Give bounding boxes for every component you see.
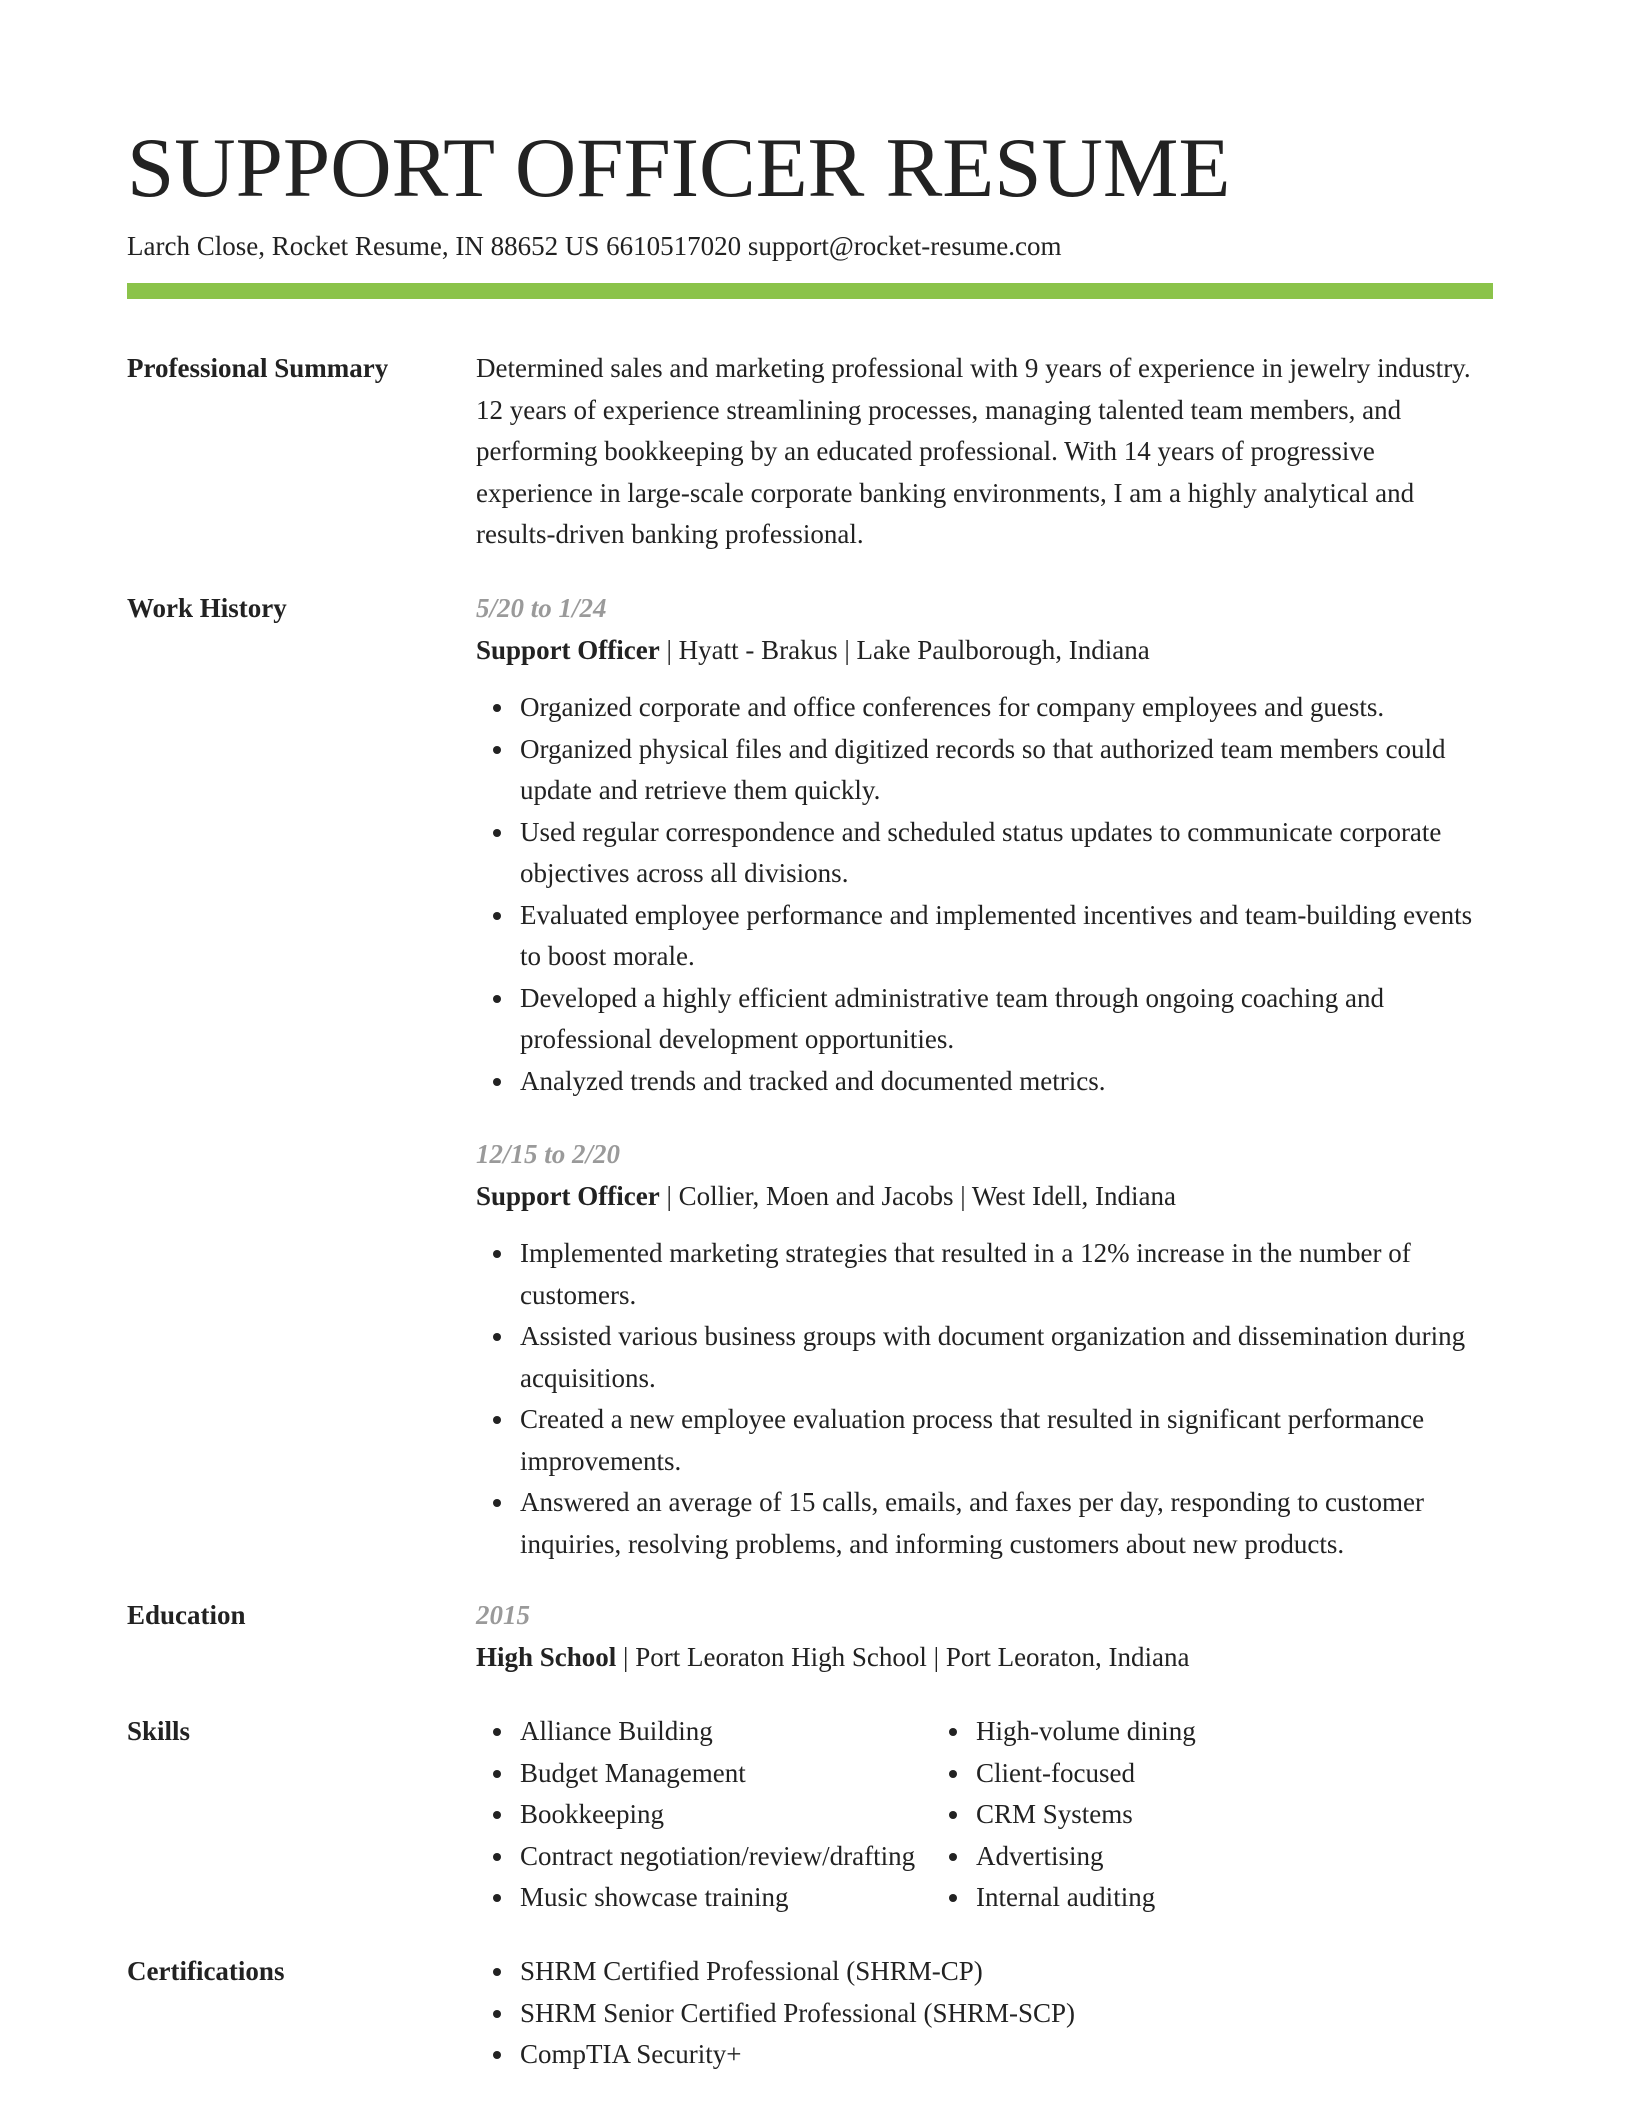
list-item: Music showcase training [520,1877,932,1919]
resume-title: SUPPORT OFFICER RESUME [127,121,1231,215]
education-degree: High School [476,1641,617,1672]
job-duties-list [476,1233,1493,1565]
education-school-location: | Port Leoraton High School | Port Leoraton, Indiana [616,1641,1190,1672]
job-entry [476,1134,1493,1565]
skills-column-right [932,1711,1432,1919]
list-item: Used regular correspondence and scheduled status updates to communicate corporate objectives across all divisions. [520,812,1493,895]
list-item: Analyzed trends and tracked and documented metrics. [520,1061,1493,1103]
list-item: SHRM Senior Certified Professional (SHRM-SCP) [520,1993,1493,2035]
education-heading: Education [127,1600,246,1630]
job-role: Support Officer [476,634,660,665]
list-item: SHRM Certified Professional (SHRM-CP) [520,1951,1493,1993]
list-item: Developed a highly efficient administrative team through ongoing coaching and professional development opportunities. [520,978,1493,1061]
education-year: 2015 [476,1600,530,1630]
summary-body [476,348,1493,556]
certifications-heading: Certifications [127,1956,285,1986]
list-item: Evaluated employee performance and implemented incentives and team-building events to boost morale. [520,895,1493,978]
work-history-body [476,588,1493,1565]
job-title-line [476,630,1493,672]
job-entry [476,588,1493,1102]
skills-heading: Skills [127,1716,191,1746]
list-item: Internal auditing [976,1877,1432,1919]
header-divider [127,283,1493,299]
skills-body [476,1711,1493,1919]
work-history-heading: Work History [127,593,287,623]
education-line [476,1637,1493,1679]
job-employer-location: | Hyatt - Brakus | Lake Paulborough, Indiana [659,634,1150,665]
skills-list [932,1711,1432,1919]
list-item: Organized corporate and office conferences for company employees and guests. [520,687,1493,729]
list-item: Client-focused [976,1753,1432,1795]
list-item: High-volume dining [976,1711,1432,1753]
skills-column-left [476,1711,932,1919]
job-dates: 5/20 to 1/24 [476,593,607,623]
certifications-body [476,1951,1493,2076]
education-body [476,1595,1493,1678]
job-dates: 12/15 to 2/20 [476,1139,621,1169]
job-employer-location: | Collier, Moen and Jacobs | West Idell, Indiana [659,1180,1176,1211]
certifications-list [476,1951,1493,2076]
list-item: Organized physical files and digitized records so that authorized team members could update and retrieve them quickly. [520,729,1493,812]
job-duties-list [476,687,1493,1102]
list-item: CRM Systems [976,1794,1432,1836]
job-title-line [476,1176,1493,1218]
list-item: Contract negotiation/review/drafting [520,1836,932,1878]
list-item: Answered an average of 15 calls, emails, and faxes per day, responding to customer inquiries, resolving problems, and informing customers about new products. [520,1482,1493,1565]
summary-heading: Professional Summary [127,353,389,383]
list-item: Advertising [976,1836,1432,1878]
summary-text: Determined sales and marketing professional with 9 years of experience in jewelry industry. 12 years of experience streamlining processes, managing talented team members, and performing bookkeeping by an educated professional. With 14 years of progressive experience in large-scale corporate banking environments, I am a highly analytical and results-driven banking professional. [476,353,1471,549]
list-item: Created a new employee evaluation process that resulted in significant performance improvements. [520,1399,1493,1482]
list-item: Assisted various business groups with document organization and dissemination during acquisitions. [520,1316,1493,1399]
skills-list [476,1711,932,1919]
list-item: CompTIA Security+ [520,2034,1493,2076]
list-item: Budget Management [520,1753,932,1795]
list-item: Alliance Building [520,1711,932,1753]
skills-columns [476,1711,1493,1919]
job-role: Support Officer [476,1180,660,1211]
contact-line: Larch Close, Rocket Resume, IN 88652 US 6610517020 support@rocket-resume.com [127,231,1062,261]
list-item: Bookkeeping [520,1794,932,1836]
list-item: Implemented marketing strategies that resulted in a 12% increase in the number of customers. [520,1233,1493,1316]
